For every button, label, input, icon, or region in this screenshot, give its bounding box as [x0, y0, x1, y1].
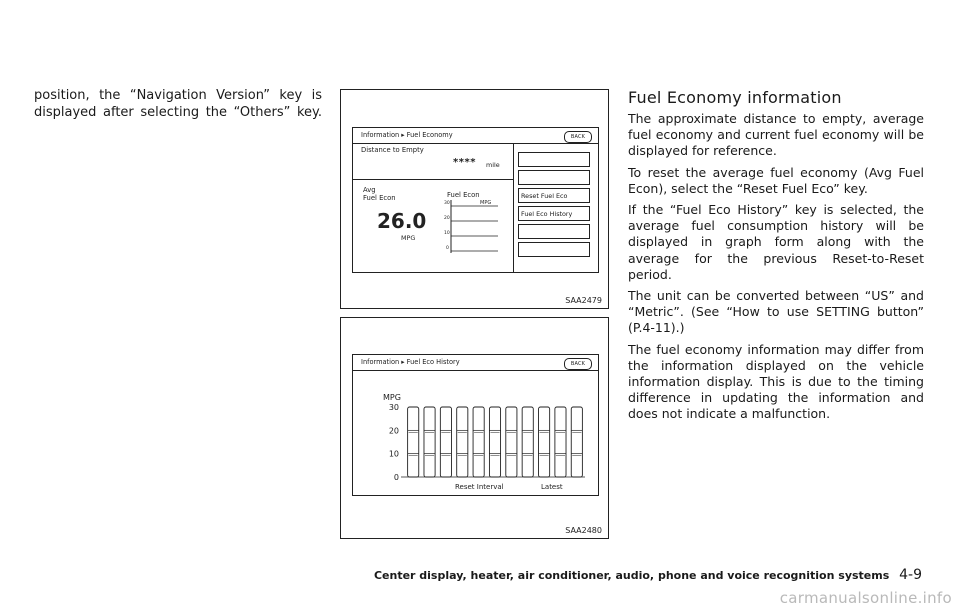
blank-key-3[interactable] [518, 224, 590, 239]
history-bar [473, 407, 484, 477]
distance-value: **** [453, 157, 476, 168]
history-bar [522, 407, 533, 477]
y-tick-label: 30 [388, 403, 399, 412]
fuel-eco-history-screen [352, 354, 599, 496]
gauge-tick-20: 20 [444, 216, 450, 221]
history-bar [555, 407, 566, 477]
history-bar [440, 407, 451, 477]
info-divider [353, 179, 513, 180]
gauge-tick-10: 10 [444, 231, 450, 236]
y-tick-label: 20 [388, 426, 399, 436]
avg-unit: MPG [401, 234, 416, 242]
y-axis-label: MPG [383, 393, 401, 402]
history-bar [424, 407, 435, 477]
back-button[interactable]: BACK [564, 358, 592, 370]
current-unit: MPG [480, 200, 492, 206]
history-bar [457, 407, 468, 477]
avg-label-1: Avg [363, 186, 376, 194]
paragraph-1: The approximate distance to empty, average fuel economy and current fuel economy will be displayed for reference. [628, 111, 924, 159]
history-bar [539, 407, 550, 477]
reset-interval-label: Reset Interval [455, 483, 504, 491]
avg-label-2: Fuel Econ [363, 194, 396, 202]
history-bar [489, 407, 500, 477]
y-tick-label: 0 [393, 473, 399, 482]
paragraph-5: The fuel economy information may differ from the information displayed on the vehicle information display. This is due to the timing difference in updating the information and does not indicate a malfunction. [628, 341, 924, 422]
history-bar [506, 407, 517, 477]
fuel-economy-section [628, 88, 924, 428]
page-footer [374, 567, 922, 583]
avg-value: 26.0 [377, 209, 427, 233]
distance-unit: mile [486, 161, 500, 169]
current-label: Fuel Econ [447, 191, 480, 199]
current-fuel-gauge [443, 198, 503, 258]
blank-key-2[interactable] [518, 170, 590, 185]
history-bar [408, 407, 419, 477]
latest-label: Latest [541, 483, 563, 491]
info-pane [353, 143, 514, 272]
history-bar [571, 407, 582, 477]
figure-fuel-eco-history [340, 317, 609, 539]
section-title: Fuel Economy information [628, 88, 842, 107]
paragraph-2: To reset the average fuel economy (Avg Fuel Econ), select the “Reset Fuel Eco” key. [628, 164, 924, 196]
footer-section-title: Center display, heater, air conditioner, audio, phone and voice recognition systems [373, 569, 890, 582]
y-tick-label: 10 [388, 449, 399, 459]
distance-label: Distance to Empty [361, 146, 424, 154]
figure-code: SAA2480 [565, 526, 602, 535]
reset-fuel-eco-key[interactable]: Reset Fuel Eco [518, 188, 590, 203]
gauge-tick-0: 0 [446, 246, 449, 251]
watermark: carmanualsonline.info [779, 589, 952, 607]
page-number: 4-9 [899, 567, 922, 583]
paragraph-4: The unit can be converted between “US” and “Metric”. (See “How to use SETTING button” (P.4-11).) [628, 288, 924, 336]
blank-key-1[interactable] [518, 152, 590, 167]
lead-text: position, the “Navigation Version” key is displayed after selecting the “Others” key. [34, 88, 322, 120]
fuel-economy-screen [352, 127, 599, 273]
key-pane [514, 143, 598, 272]
fuel-eco-history-key[interactable]: Fuel Eco History [518, 206, 590, 221]
back-button[interactable]: BACK [564, 131, 592, 143]
paragraph-3: If the “Fuel Eco History” key is selected, the average fuel consumption history will be displayed in graph form along with the average for the previous Reset-to-Reset period. [628, 202, 924, 282]
lead-paragraph [34, 87, 322, 121]
figure-fuel-economy [340, 89, 609, 309]
gauge-tick-30: 30 [444, 201, 450, 206]
history-chart [353, 355, 598, 495]
figure-code: SAA2479 [565, 296, 602, 305]
screen-title: Information ▸ Fuel Eco History [361, 358, 460, 366]
screen-title: Information ▸ Fuel Economy [361, 131, 453, 139]
blank-key-4[interactable] [518, 242, 590, 257]
